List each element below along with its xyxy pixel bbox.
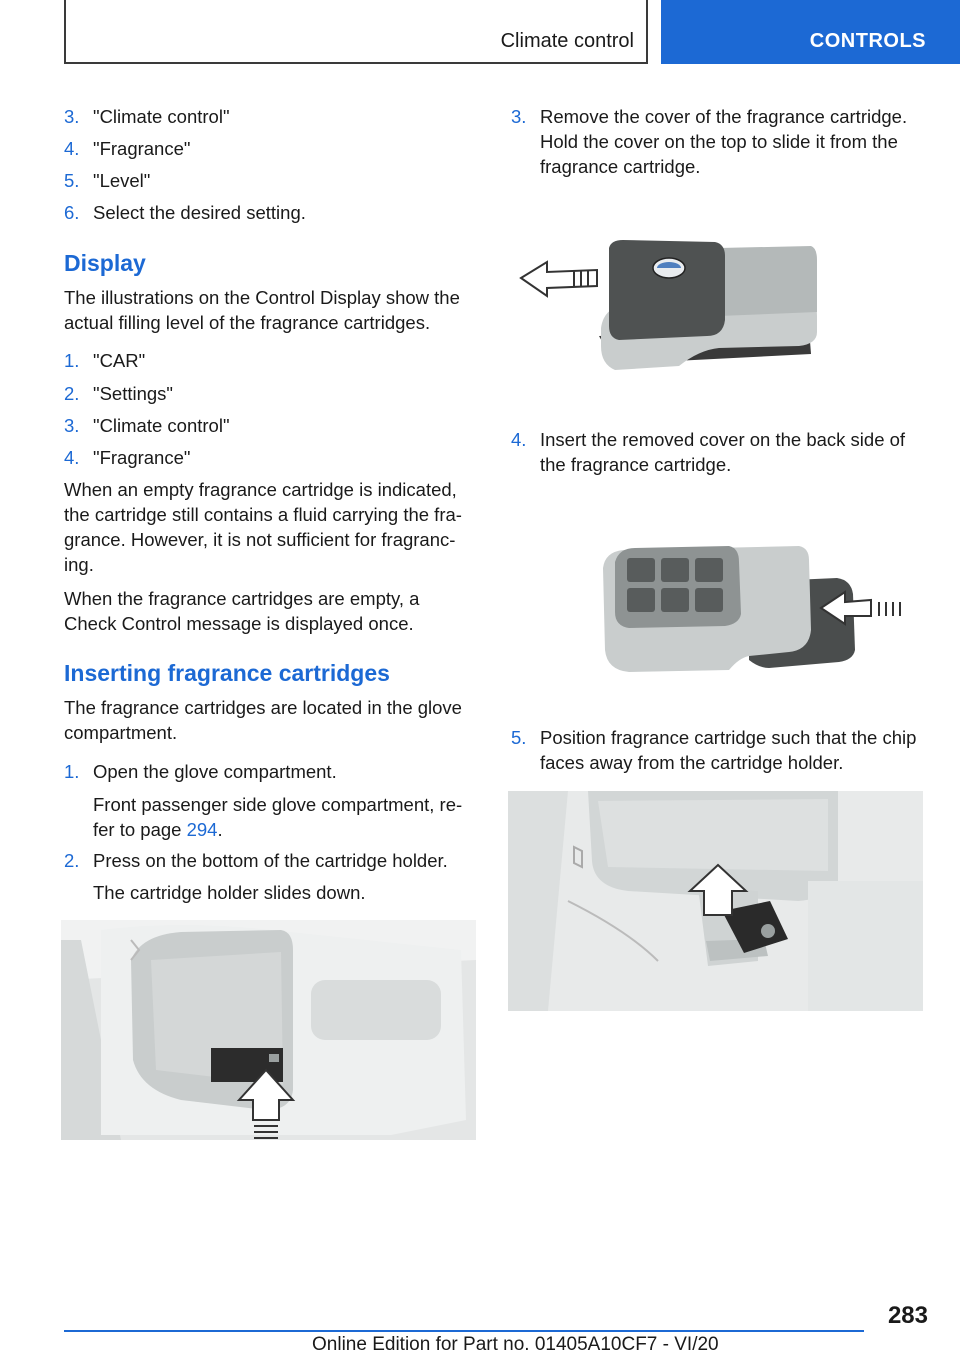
insert-cover-figure [599,540,909,680]
list-text: "Climate control" [93,415,230,436]
list-item [511,427,923,477]
list-text: Remove the cover of the fragrance cartridge. Hold the cover on the top to slide it from the fragrance cartridge. [540,106,908,177]
list-number: 5. [511,727,527,748]
list-number: 4. [511,429,527,450]
page-link[interactable]: 294 [186,819,218,840]
step2-detail: The cartridge holder slides down. [93,882,366,903]
list-text: Insert the removed cover on the back side of the fragrance cartridge. [540,429,906,475]
list-number: 3. [511,106,527,127]
list-number: 4. [64,138,80,159]
footer-divider [64,1330,864,1332]
empty-cartridge-paragraph: When an empty fragrance cartridge is indicated, the cartridge still contains a fluid carrying the fragrance. However, it is not sufficient for fragrancing. [64,479,462,575]
list-item [511,725,923,775]
page-number: 283 [887,1302,928,1329]
list-number: 2. [64,850,80,871]
list-text: Press on the bottom of the cartridge holder. [93,850,448,871]
list-text: "Fragrance" [93,138,191,159]
list-number: 1. [64,350,80,371]
list-item [64,848,476,873]
edition-text: Online Edition for Part no. 01405A10CF7 - VI/20 [312,1334,719,1355]
glove-compartment-figure [61,920,476,1140]
display-heading: Display [64,250,146,276]
inserting-intro: The fragrance cartridges are located in the glove compartment. [64,697,462,743]
list-item [64,200,476,225]
list-item [64,445,476,470]
list-text: "Level" [93,170,151,191]
display-intro: The illustrations on the Control Display show the actual filling level of the fragrance cartridges. [64,287,460,333]
list-number: 1. [64,761,80,782]
step1-detail [93,792,476,842]
list-text: "Climate control" [93,106,230,127]
list-item [64,413,476,438]
header-chapter-box [64,0,648,64]
list-text: Position fragrance cartridge such that the chip faces away from the cartridge holder. [540,727,917,773]
list-number: 3. [64,415,80,436]
list-text: Select the desired setting. [93,202,306,223]
inserting-heading: Inserting fragrance cartridges [64,660,390,686]
step1-detail-text: Front passenger side glove compartment, refer to page [93,794,463,840]
list-item [64,168,476,193]
list-number: 2. [64,383,80,404]
list-number: 5. [64,170,80,191]
list-text: Open the glove compartment. [93,761,337,782]
remove-cover-figure [519,236,819,372]
list-number: 3. [64,106,80,127]
list-item [64,348,476,373]
list-text: "Fragrance" [93,447,191,468]
list-number: 4. [64,447,80,468]
list-item [64,104,476,129]
list-item [64,759,476,784]
list-text: "Settings" [93,383,173,404]
step1-detail-end: . [217,819,223,840]
list-item [64,136,476,161]
empty-message-paragraph: When the fragrance cartridges are empty, a Check Control message is displayed once. [64,588,420,634]
list-item [64,381,476,406]
list-item [511,104,923,179]
list-number: 6. [64,202,80,223]
chapter-title: Climate control [500,30,634,52]
position-cartridge-figure [508,791,923,1011]
list-text: "CAR" [93,350,146,371]
section-title: CONTROLS [809,30,926,52]
header-section-box [661,0,960,64]
